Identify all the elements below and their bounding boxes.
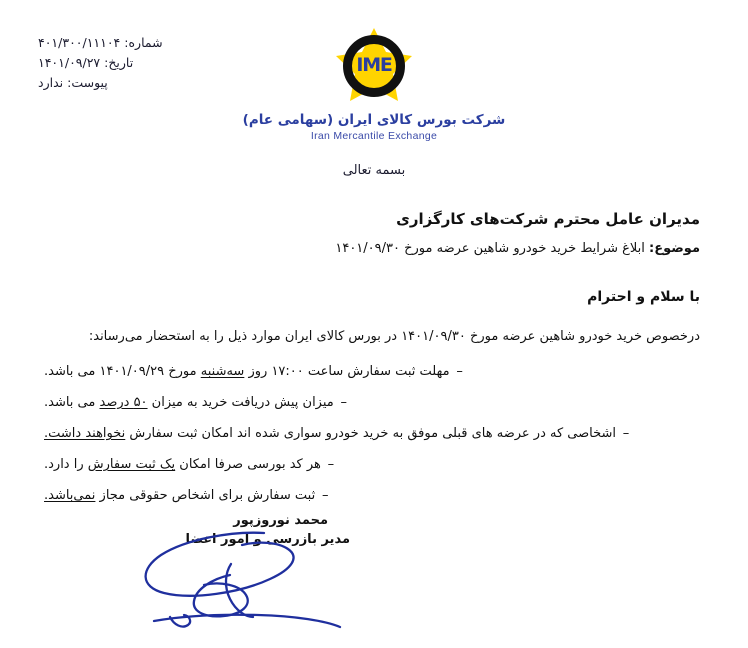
list-item-text-before: هر کد بورسی صرفا امکان — [175, 457, 321, 472]
list-item-text-after: مورخ ۱۴۰۱/۰۹/۲۹ می باشد. — [44, 364, 201, 379]
list-item — [44, 392, 704, 414]
signatory-role: مدیر بازرسی و امور اعضا — [185, 532, 350, 547]
bullet-marker-icon: – — [340, 395, 347, 410]
meta-label-attachment: پیوست: — [67, 75, 108, 90]
logo-letters: IME — [356, 54, 392, 77]
list-item-text — [44, 392, 334, 414]
bullet-marker-icon: – — [327, 457, 335, 472]
list-item-text-after: را دارد. — [44, 457, 88, 472]
subject-line — [48, 241, 700, 256]
list-item-text-after: می باشد. — [44, 395, 100, 410]
list-item — [44, 361, 704, 383]
list-item-text — [44, 485, 315, 507]
subject-label: موضوع: — [649, 241, 700, 256]
list-item — [44, 485, 704, 507]
bullet-marker-icon: – — [321, 488, 329, 503]
list-item-text-emphasis: نخواهند داشت. — [44, 426, 126, 441]
list-item-text-emphasis: نمی‌باشد. — [44, 488, 96, 503]
list-item — [44, 423, 704, 445]
list-item-text-before: مهلت ثبت سفارش ساعت ۱۷:۰۰ روز — [244, 364, 450, 379]
organization-name-en: Iran Mercantile Exchange — [310, 130, 438, 142]
addressee-line: مدیران عامل محترم شرکت‌های کارگزاری — [396, 210, 700, 228]
meta-value-attachment: ندارد — [38, 75, 64, 90]
meta-value-date: ۱۴۰۱/۰۹/۲۷ — [38, 55, 101, 70]
meta-label-number: شماره: — [124, 35, 163, 50]
ime-logo-icon — [332, 27, 416, 105]
list-item-text-before: اشخاصی که در عرضه های قبلی موفق به خرید خودرو سواری شده اند امکان ثبت سفارش — [125, 426, 617, 441]
meta-label-date: تاریخ: — [104, 55, 134, 70]
organization-logo-block — [0, 27, 748, 142]
intro-paragraph: درخصوص خرید خودرو شاهین عرضه مورخ ۱۴۰۱/۰۹/۳۰ در بورس کالای ایران موارد ذیل را به استحضار می‌رساند: — [88, 329, 700, 344]
list-item-text — [44, 423, 616, 445]
list-item-text-before: میزان پیش دریافت خرید به میزان — [147, 395, 334, 410]
list-item-text-emphasis: سه‌شنبه — [200, 364, 245, 379]
conditions-list — [44, 361, 704, 516]
list-item-text — [44, 454, 321, 476]
invocation-text: بسمه تعالی — [342, 163, 406, 178]
list-item-text — [44, 361, 450, 383]
bullet-marker-icon: – — [622, 426, 630, 441]
meta-value-number: ۴۰۱/۳۰۰/۱۱۱۰۴ — [38, 35, 121, 50]
subject-text: ابلاغ شرایط خرید خودرو شاهین عرضه مورخ ۱۴۰۱/۰۹/۳۰ — [335, 241, 645, 256]
organization-name-fa: شرکت بورس کالای ایران (سهامی عام) — [242, 112, 506, 128]
bullet-marker-icon: – — [456, 364, 463, 379]
list-item-text-emphasis: ۵۰ درصد — [99, 395, 148, 410]
greeting-line: با سلام و احترام — [587, 289, 700, 305]
list-item-text-before: ثبت سفارش برای اشخاص حقوقی مجاز — [95, 488, 316, 503]
list-item-text-emphasis: یک ثبت سفارش — [87, 457, 176, 472]
list-item — [44, 454, 704, 476]
signatory-name: محمد نوروزپور — [233, 513, 328, 528]
